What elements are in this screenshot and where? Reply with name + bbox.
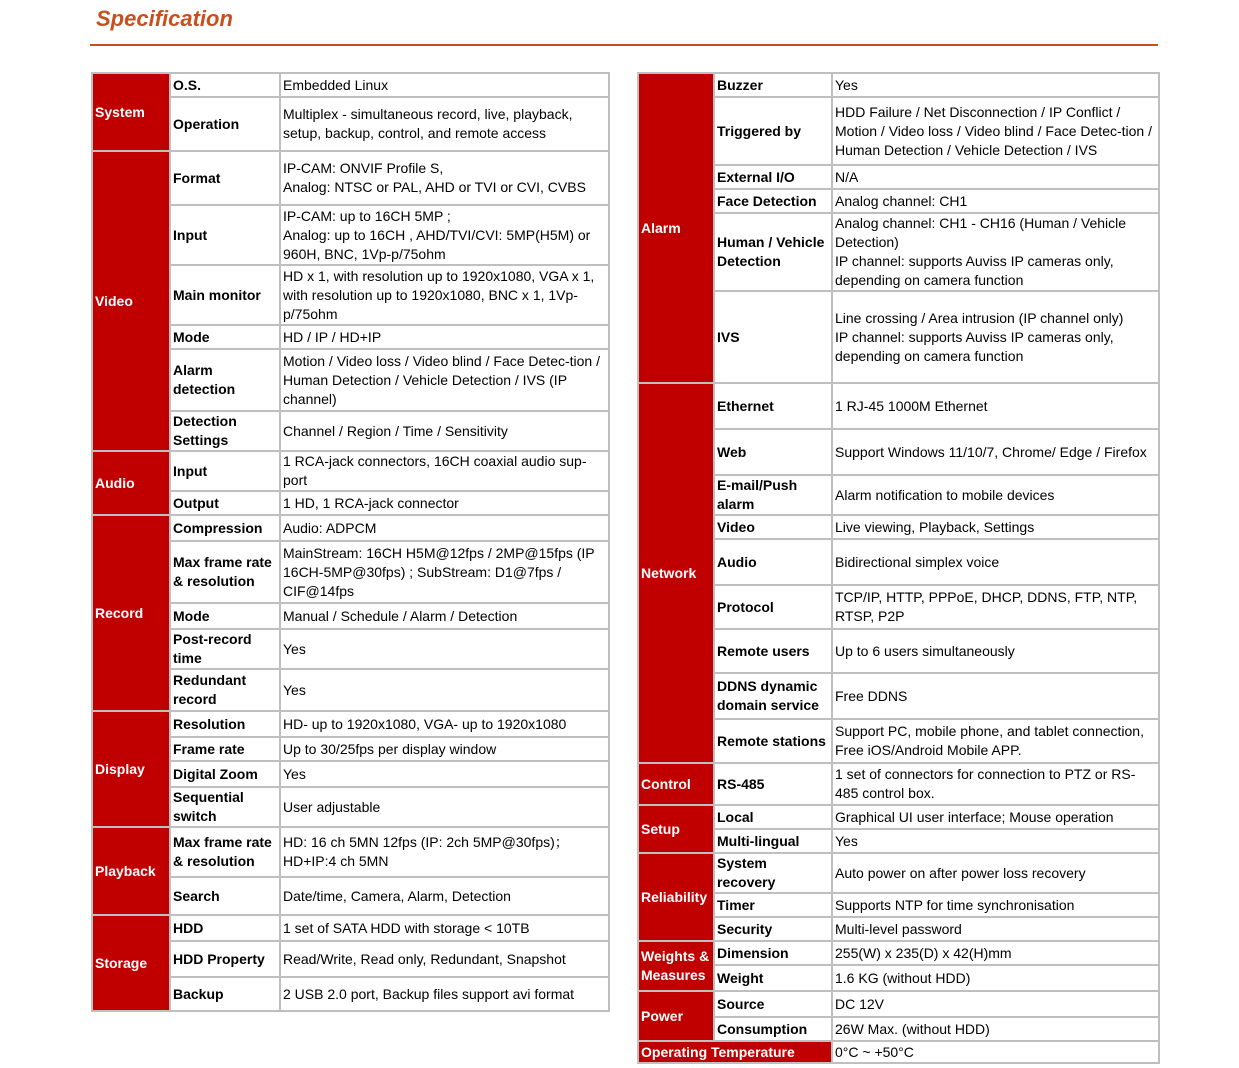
spec-label: Audio: [714, 539, 832, 585]
spec-value: Yes: [280, 629, 609, 669]
spec-value: Support PC, mobile phone, and tablet connection, Free iOS/Android Mobile APP.: [832, 719, 1159, 763]
spec-value: Motion / Video loss / Video blind / Face Detec-tion / Human Detection / Vehicle Detection / IVS (IP channel): [280, 349, 609, 411]
spec-value: 255(W) x 235(D) x 42(H)mm: [832, 941, 1159, 965]
spec-row: [92, 541, 609, 603]
spec-value: 2 USB 2.0 port, Backup files support avi format: [280, 977, 609, 1011]
spec-value: Yes: [280, 761, 609, 787]
category-cell: Storage: [92, 915, 170, 1011]
spec-value: DC 12V: [832, 991, 1159, 1017]
spec-row: [638, 673, 1159, 719]
spec-value: Date/time, Camera, Alarm, Detection: [280, 877, 609, 915]
spec-label: Sequential switch: [170, 787, 280, 827]
spec-row: [92, 877, 609, 915]
spec-label: Redundant record: [170, 669, 280, 711]
spec-row: [92, 349, 609, 411]
spec-row: [638, 291, 1159, 383]
spec-row: [638, 73, 1159, 97]
spec-value: Read/Write, Read only, Redundant, Snapshot: [280, 941, 609, 977]
spec-row: [92, 977, 609, 1011]
spec-label: Web: [714, 429, 832, 475]
category-cell: Setup: [638, 805, 714, 853]
spec-label: Digital Zoom: [170, 761, 280, 787]
spec-label: Remote stations: [714, 719, 832, 763]
spec-label: Triggered by: [714, 97, 832, 165]
spec-value: Analog channel: CH1 - CH16 (Human / Vehicle Detection) IP channel: supports Auviss IP cameras only, depending on camera function: [832, 213, 1159, 291]
spec-label: Weight: [714, 965, 832, 991]
category-cell: Video: [92, 151, 170, 451]
spec-label: Consumption: [714, 1017, 832, 1041]
spec-row: [92, 515, 609, 541]
spec-label: Ethernet: [714, 383, 832, 429]
spec-table-left: [91, 72, 610, 1012]
spec-value: Channel / Region / Time / Sensitivity: [280, 411, 609, 451]
spec-label: Buzzer: [714, 73, 832, 97]
spec-value: Yes: [832, 829, 1159, 853]
spec-label: HDD Property: [170, 941, 280, 977]
spec-label: DDNS dynamic domain service: [714, 673, 832, 719]
category-cell: Network: [638, 383, 714, 763]
spec-value: Multi-level password: [832, 917, 1159, 941]
spec-label: Search: [170, 877, 280, 915]
spec-value: HD- up to 1920x1080, VGA- up to 1920x1080: [280, 711, 609, 737]
spec-value: IP-CAM: ONVIF Profile S, Analog: NTSC or PAL, AHD or TVI or CVI, CVBS: [280, 151, 609, 205]
spec-label: Format: [170, 151, 280, 205]
spec-value: Yes: [832, 73, 1159, 97]
spec-value: Up to 6 users simultaneously: [832, 629, 1159, 673]
operating-temperature-value: 0°C ~ +50°C: [832, 1041, 1159, 1063]
page-title: Specification: [96, 6, 233, 31]
spec-row: [638, 585, 1159, 629]
spec-value: Line crossing / Area intrusion (IP channel only) IP channel: supports Auviss IP cameras only, depending on camera function: [832, 291, 1159, 383]
spec-row: [638, 429, 1159, 475]
category-cell: Audio: [92, 451, 170, 515]
spec-row: [638, 893, 1159, 917]
category-cell: Record: [92, 515, 170, 711]
category-cell: Reliability: [638, 853, 714, 941]
spec-row: [92, 491, 609, 515]
spec-label: Frame rate: [170, 737, 280, 761]
spec-row: [638, 475, 1159, 515]
spec-row: [638, 189, 1159, 213]
spec-value: Bidirectional simplex voice: [832, 539, 1159, 585]
spec-value: User adjustable: [280, 787, 609, 827]
spec-row: [92, 97, 609, 151]
spec-row: [92, 915, 609, 941]
category-cell: Playback: [92, 827, 170, 915]
spec-row: [638, 941, 1159, 965]
spec-value: Support Windows 11/10/7, Chrome/ Edge / Firefox: [832, 429, 1159, 475]
spec-table-right: [637, 72, 1160, 1064]
spec-value: Multiplex - simultaneous record, live, playback, setup, backup, control, and remote access: [280, 97, 609, 151]
category-cell: Control: [638, 763, 714, 805]
spec-row: [638, 515, 1159, 539]
spec-row: [92, 151, 609, 205]
spec-label: IVS: [714, 291, 832, 383]
category-cell: System: [92, 73, 170, 151]
spec-value: 1.6 KG (without HDD): [832, 965, 1159, 991]
operating-temperature-label: Operating Temperature: [638, 1041, 832, 1063]
spec-label: RS-485: [714, 763, 832, 805]
spec-label: Multi-lingual: [714, 829, 832, 853]
spec-row: [92, 941, 609, 977]
spec-value: Analog channel: CH1: [832, 189, 1159, 213]
spec-label: Local: [714, 805, 832, 829]
spec-row: [92, 73, 609, 97]
spec-value: HDD Failure / Net Disconnection / IP Conflict / Motion / Video loss / Video blind / Face Detec-tion / Human Detection / Vehicle Detection / IVS: [832, 97, 1159, 165]
spec-value: HD: 16 ch 5MN 12fps (IP: 2ch 5MP@30fps)； HD+IP:4 ch 5MN: [280, 827, 609, 877]
spec-value: 1 HD, 1 RCA-jack connector: [280, 491, 609, 515]
spec-label: Mode: [170, 325, 280, 349]
spec-value: 1 set of SATA HDD with storage < 10TB: [280, 915, 609, 941]
spec-label: External I/O: [714, 165, 832, 189]
spec-row: [638, 629, 1159, 673]
title-underline: [90, 44, 1158, 46]
spec-row: [92, 711, 609, 737]
spec-label: Input: [170, 205, 280, 265]
category-cell: Power: [638, 991, 714, 1041]
spec-label: Max frame rate & resolution: [170, 541, 280, 603]
spec-value: 1 set of connectors for connection to PTZ or RS-485 control box.: [832, 763, 1159, 805]
category-cell: Display: [92, 711, 170, 827]
spec-label: Max frame rate & resolution: [170, 827, 280, 877]
spec-row: [92, 737, 609, 761]
spec-label: Remote users: [714, 629, 832, 673]
spec-label: HDD: [170, 915, 280, 941]
spec-value: IP-CAM: up to 16CH 5MP ; Analog: up to 16CH , AHD/TVI/CVI: 5MP(H5M) or 960H, BNC, 1Vp-p/75ohm: [280, 205, 609, 265]
spec-value: HD x 1, with resolution up to 1920x1080, VGA x 1, with resolution up to 1920x1080, BNC x 1, 1Vp-p/75ohm: [280, 265, 609, 325]
spec-row: [638, 965, 1159, 991]
spec-row: [638, 539, 1159, 585]
spec-value: Embedded Linux: [280, 73, 609, 97]
spec-label: Mode: [170, 603, 280, 629]
spec-row: [92, 451, 609, 491]
spec-label: Security: [714, 917, 832, 941]
spec-row: [92, 265, 609, 325]
spec-label: Face Detection: [714, 189, 832, 213]
spec-label: Alarm detection: [170, 349, 280, 411]
spec-row: [638, 917, 1159, 941]
spec-row: [638, 383, 1159, 429]
spec-value: Alarm notification to mobile devices: [832, 475, 1159, 515]
spec-row: [92, 205, 609, 265]
spec-label: Protocol: [714, 585, 832, 629]
spec-label: System recovery: [714, 853, 832, 893]
spec-label: Source: [714, 991, 832, 1017]
spec-row: [638, 97, 1159, 165]
spec-value: Free DDNS: [832, 673, 1159, 719]
spec-value: HD / IP / HD+IP: [280, 325, 609, 349]
spec-label: E-mail/Push alarm: [714, 475, 832, 515]
spec-row: [92, 761, 609, 787]
spec-label: Resolution: [170, 711, 280, 737]
spec-row: [92, 629, 609, 669]
spec-label: Timer: [714, 893, 832, 917]
spec-label: Compression: [170, 515, 280, 541]
spec-row: [638, 805, 1159, 829]
category-cell: Alarm: [638, 73, 714, 383]
spec-label: Detection Settings: [170, 411, 280, 451]
spec-value: N/A: [832, 165, 1159, 189]
spec-value: Auto power on after power loss recovery: [832, 853, 1159, 893]
spec-label: O.S.: [170, 73, 280, 97]
spec-label: Main monitor: [170, 265, 280, 325]
spec-label: Input: [170, 451, 280, 491]
spec-row: [638, 853, 1159, 893]
category-cell: Weights & Measures: [638, 941, 714, 991]
spec-value: Graphical UI user interface; Mouse operation: [832, 805, 1159, 829]
spec-row: [638, 829, 1159, 853]
spec-label: Video: [714, 515, 832, 539]
spec-value: 1 RCA-jack connectors, 16CH coaxial audio sup-port: [280, 451, 609, 491]
spec-row: [638, 165, 1159, 189]
spec-value: Manual / Schedule / Alarm / Detection: [280, 603, 609, 629]
spec-label: Post-record time: [170, 629, 280, 669]
spec-row: [638, 991, 1159, 1017]
spec-row: [92, 603, 609, 629]
spec-row: [638, 763, 1159, 805]
operating-temperature-row: [638, 1041, 1159, 1063]
spec-value: 1 RJ-45 1000M Ethernet: [832, 383, 1159, 429]
spec-value: TCP/IP, HTTP, PPPoE, DHCP, DDNS, FTP, NTP, RTSP, P2P: [832, 585, 1159, 629]
spec-row: [638, 1017, 1159, 1041]
spec-row: [92, 827, 609, 877]
spec-label: Operation: [170, 97, 280, 151]
spec-row: [638, 213, 1159, 291]
spec-row: [92, 325, 609, 349]
spec-label: Backup: [170, 977, 280, 1011]
spec-row: [638, 719, 1159, 763]
spec-value: Up to 30/25fps per display window: [280, 737, 609, 761]
spec-value: MainStream: 16CH H5M@12fps / 2MP@15fps (IP 16CH-5MP@30fps) ; SubStream: D1@7fps / CIF@14fps: [280, 541, 609, 603]
spec-row: [92, 669, 609, 711]
spec-value: Audio: ADPCM: [280, 515, 609, 541]
spec-value: 26W Max. (without HDD): [832, 1017, 1159, 1041]
spec-label: Dimension: [714, 941, 832, 965]
spec-label: Human / Vehicle Detection: [714, 213, 832, 291]
spec-value: Supports NTP for time synchronisation: [832, 893, 1159, 917]
spec-row: [92, 411, 609, 451]
spec-label: Output: [170, 491, 280, 515]
spec-value: Live viewing, Playback, Settings: [832, 515, 1159, 539]
spec-row: [92, 787, 609, 827]
spec-value: Yes: [280, 669, 609, 711]
